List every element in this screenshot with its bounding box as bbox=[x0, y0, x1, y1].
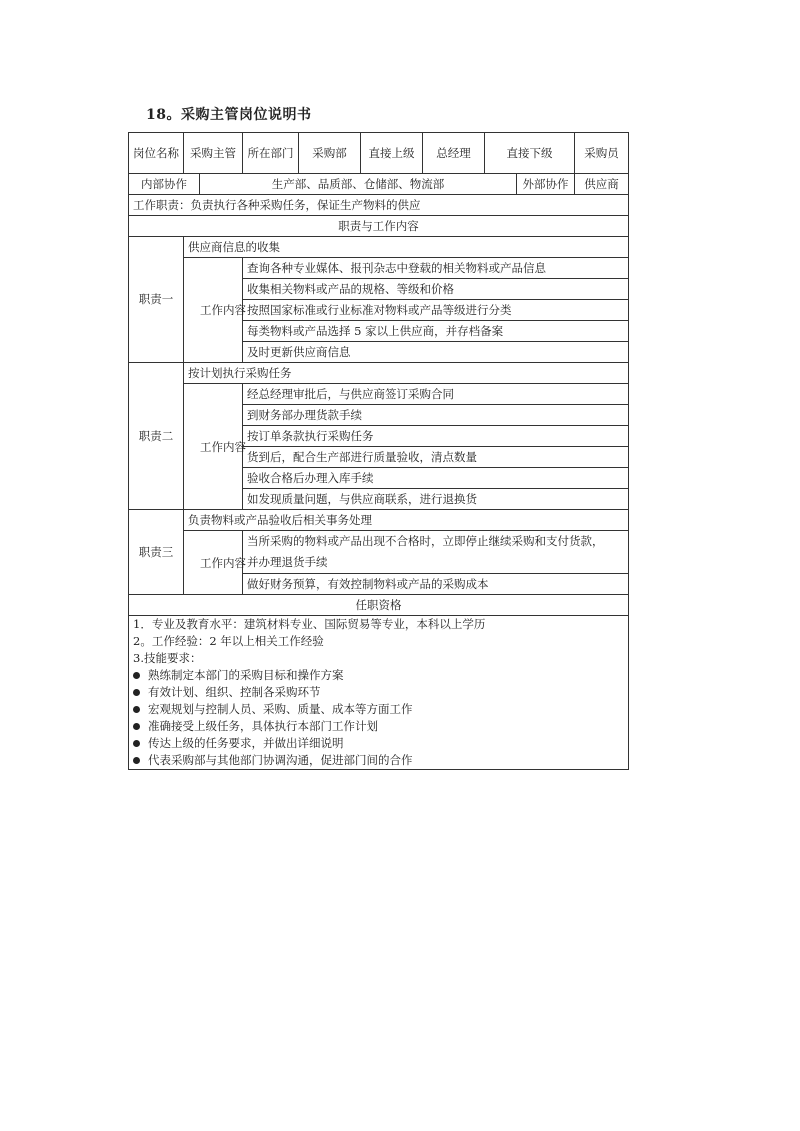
bullet-icon bbox=[133, 689, 140, 696]
document-title: 18。采购主管岗位说明书 bbox=[146, 107, 312, 123]
skill-item: 宏观规划与控制人员、采购、质量、成本等方面工作 bbox=[133, 701, 624, 718]
duty-2-item-4: 货到后，配合生产部进行质量验收，清点数量 bbox=[243, 447, 629, 468]
duty-2-item-row bbox=[129, 384, 629, 405]
external-label: 外部协作 bbox=[517, 174, 575, 195]
bullet-icon bbox=[133, 672, 140, 679]
skill-item: 代表采购部与其他部门协调沟通，促进部门间的合作 bbox=[133, 752, 624, 769]
duty-3-item-1: 当所采购的物料或产品出现不合格时，立即停止继续采购和支付货款，并办理退货手续 bbox=[243, 531, 629, 574]
experience-requirement: 2。工作经验：2 年以上相关工作经验 bbox=[133, 634, 324, 648]
qualification-header-row bbox=[129, 595, 629, 616]
job-duty-row bbox=[129, 195, 629, 216]
subordinate-value: 采购员 bbox=[575, 133, 629, 174]
internal-value: 生产部、品质部、仓储部、物流部 bbox=[200, 174, 517, 195]
duty-1-item-2: 收集相关物料或产品的规格、等级和价格 bbox=[243, 279, 629, 300]
duty-2-item-6: 如发现质量问题，与供应商联系，进行退换货 bbox=[243, 489, 629, 510]
skill-item: 准确接受上级任务，具体执行本部门工作计划 bbox=[133, 718, 624, 735]
bullet-icon bbox=[133, 757, 140, 764]
bullet-icon bbox=[133, 740, 140, 747]
duty-3-name: 职责三 bbox=[129, 510, 184, 595]
duty-3-item-row bbox=[129, 531, 629, 574]
qualification-header: 任职资格 bbox=[129, 595, 629, 616]
duty-1-item-row bbox=[129, 258, 629, 279]
job-duty: 工作职责：负责执行各种采购任务，保证生产物料的供应 bbox=[129, 195, 629, 216]
duty-3-summary-row bbox=[129, 510, 629, 531]
post-value: 采购主管 bbox=[184, 133, 243, 174]
duty-1-work-label: 工作内容 bbox=[184, 258, 243, 363]
duty-1-item-3: 按照国家标准或行业标准对物料或产品等级进行分类 bbox=[243, 300, 629, 321]
external-value: 供应商 bbox=[575, 174, 629, 195]
duties-header: 职责与工作内容 bbox=[129, 216, 629, 237]
bullet-icon bbox=[133, 723, 140, 730]
skill-item: 传达上级的任务要求，并做出详细说明 bbox=[133, 735, 624, 752]
duty-1-item-1: 查询各种专业媒体、报刊杂志中登载的相关物料或产品信息 bbox=[243, 258, 629, 279]
qualifications-block bbox=[129, 616, 629, 770]
job-description-table bbox=[128, 132, 629, 770]
education-requirement: 1．专业及教育水平：建筑材料专业、国际贸易等专业，本科以上学历 bbox=[133, 617, 486, 631]
duty-1-item-5: 及时更新供应商信息 bbox=[243, 342, 629, 363]
duty-1-summary-row bbox=[129, 237, 629, 258]
skill-item: 熟练制定本部门的采购目标和操作方案 bbox=[133, 667, 624, 684]
duty-2-summary-row bbox=[129, 363, 629, 384]
internal-label: 内部协作 bbox=[129, 174, 200, 195]
duty-2-item-3: 按订单条款执行采购任务 bbox=[243, 426, 629, 447]
post-label: 岗位名称 bbox=[129, 133, 184, 174]
cooperation-row bbox=[129, 174, 629, 195]
superior-label: 直接上级 bbox=[361, 133, 423, 174]
duties-header-row bbox=[129, 216, 629, 237]
dept-label: 所在部门 bbox=[243, 133, 299, 174]
duty-2-summary: 按计划执行采购任务 bbox=[184, 363, 629, 384]
duty-2-name: 职责二 bbox=[129, 363, 184, 510]
bullet-icon bbox=[133, 706, 140, 713]
duty-1-summary: 供应商信息的收集 bbox=[184, 237, 629, 258]
duty-3-summary: 负责物料或产品验收后相关事务处理 bbox=[184, 510, 629, 531]
superior-value: 总经理 bbox=[423, 133, 485, 174]
header-row bbox=[129, 133, 629, 174]
duty-1-item-4: 每类物料或产品选择 5 家以上供应商，并存档备案 bbox=[243, 321, 629, 342]
skill-item: 有效计划、组织、控制各采购环节 bbox=[133, 684, 624, 701]
duty-3-work-label: 工作内容 bbox=[184, 531, 243, 595]
skills-label: 3.技能要求： bbox=[133, 651, 202, 665]
dept-value: 采购部 bbox=[299, 133, 361, 174]
duty-2-item-2: 到财务部办理货款手续 bbox=[243, 405, 629, 426]
duty-1-name: 职责一 bbox=[129, 237, 184, 363]
duty-2-item-5: 验收合格后办理入库手续 bbox=[243, 468, 629, 489]
duty-2-work-label: 工作内容 bbox=[184, 384, 243, 510]
qualifications-row bbox=[129, 616, 629, 770]
duty-2-item-1: 经总经理审批后，与供应商签订采购合同 bbox=[243, 384, 629, 405]
subordinate-label: 直接下级 bbox=[485, 133, 575, 174]
duty-3-item-2: 做好财务预算，有效控制物料或产品的采购成本 bbox=[243, 574, 629, 595]
